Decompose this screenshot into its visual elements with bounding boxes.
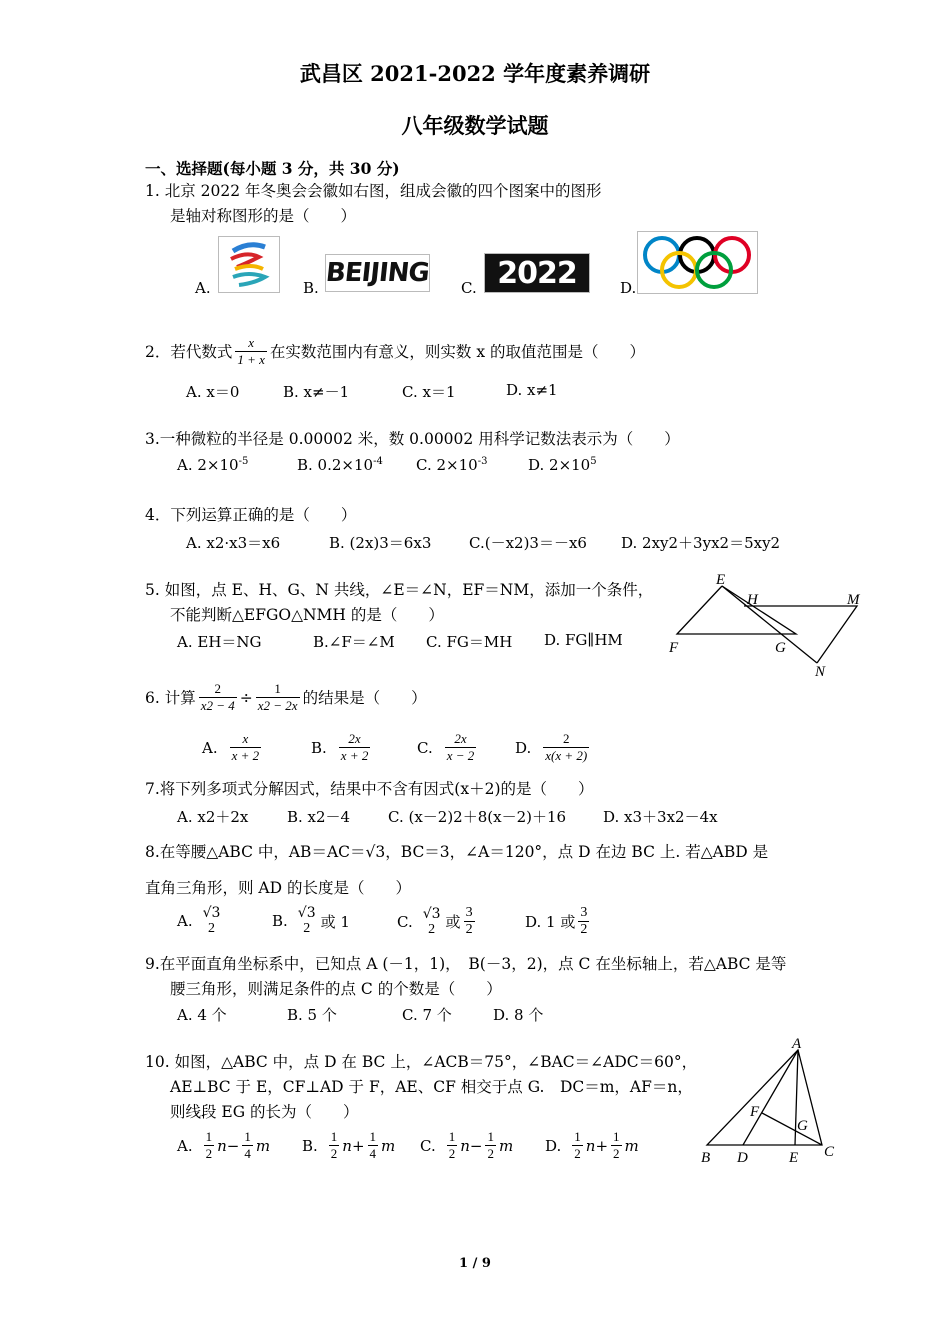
q7-option-b: B. x2－4 bbox=[287, 808, 351, 826]
q5-option-c: C. FG＝MH bbox=[426, 633, 513, 651]
olympic-rings-icon bbox=[638, 232, 757, 293]
q10-d-n2: 1 bbox=[613, 1129, 620, 1144]
q8-option-d-label: D. 1 或 bbox=[525, 913, 576, 931]
beijing-image bbox=[325, 254, 430, 292]
q10-a-op: − bbox=[226, 1136, 240, 1155]
q5-line1: 5. 如图，点 E、H、G、N 共线，∠E＝∠N，EF＝NM，添加一个条件， bbox=[145, 581, 654, 599]
q10-d-op: + bbox=[595, 1136, 609, 1155]
q6-option-c-frac bbox=[445, 732, 477, 763]
q8-option-d-frac bbox=[578, 906, 589, 937]
q10-figure bbox=[695, 1038, 845, 1170]
q2-stem bbox=[145, 336, 645, 367]
q8-option-a bbox=[177, 906, 225, 936]
page-number: 1 / 9 bbox=[459, 1256, 491, 1271]
q5-point-e: E bbox=[716, 572, 726, 588]
q8-line1b: ，BC＝3，∠A＝120°，点 D 在边 BC 上. 若△ABD 是 bbox=[385, 843, 769, 861]
q6-frac1 bbox=[199, 682, 237, 713]
q4-option-c: C.(－x2)3＝－x6 bbox=[469, 534, 587, 552]
q10-point-f: F bbox=[750, 1104, 760, 1120]
q9-option-a: A. 4 个 bbox=[177, 1006, 227, 1024]
q6-frac1-den: x2 − 4 bbox=[200, 698, 235, 713]
page-title: 武昌区 2021-2022 学年度素养调研 bbox=[299, 61, 651, 86]
q10-option-d-frac2 bbox=[611, 1130, 622, 1161]
q10-c-n: n bbox=[460, 1136, 470, 1155]
beijing-text: BEIJING bbox=[324, 258, 431, 288]
q6-divide-icon: ÷ bbox=[239, 688, 253, 707]
q1-label-b: B. bbox=[303, 279, 319, 297]
q10-a-n2: 1 bbox=[244, 1129, 251, 1144]
q5-point-f: F bbox=[669, 640, 679, 656]
q5-option-d: D. FG∥HM bbox=[544, 631, 623, 649]
q10-option-a-frac2 bbox=[242, 1130, 253, 1161]
q6-stem bbox=[145, 682, 427, 713]
q10-option-a-frac1 bbox=[204, 1130, 215, 1161]
q8-option-c-den1: 2 bbox=[428, 921, 436, 937]
q9-line1: 9.在平面直角坐标系中，已知点 A (－1，1)， B(－3，2)，点 C 在坐标轴上，若△ABC 是等 bbox=[145, 955, 787, 973]
q5-point-h: H bbox=[747, 592, 758, 608]
q6-option-b bbox=[311, 732, 373, 763]
q8-line2: 直角三角形，则 AD 的长度是（ ） bbox=[145, 879, 411, 897]
q7-option-c: C. (x－2)2＋8(x－2)＋16 bbox=[388, 808, 567, 826]
q10-d-m: m bbox=[624, 1136, 639, 1155]
q10-b-op: + bbox=[351, 1136, 365, 1155]
q10-option-b-label: B. bbox=[302, 1136, 318, 1155]
q6-option-b-label: B. bbox=[311, 738, 327, 757]
q9-line2: 腰三角形，则满足条件的点 C 的个数是（ ） bbox=[170, 980, 502, 998]
q8-option-d-den: 2 bbox=[580, 922, 588, 937]
q3-option-d-text: D. 2×10 bbox=[528, 456, 591, 474]
q3-option-d bbox=[528, 456, 597, 474]
q10-option-b bbox=[302, 1130, 395, 1161]
q6-option-d-label: D. bbox=[515, 738, 532, 757]
q10-option-d-label: D. bbox=[545, 1136, 562, 1155]
page-subtitle: 八年级数学试题 bbox=[401, 113, 549, 138]
q10-line1: 10. 如图，△ABC 中，点 D 在 BC 上，∠ACB＝75°，∠BAC＝∠ADC＝60°， bbox=[145, 1053, 698, 1071]
q8-option-d-num: 3 bbox=[580, 905, 588, 920]
q10-option-d-frac1 bbox=[572, 1130, 583, 1161]
q3-option-d-exp: 5 bbox=[590, 456, 597, 467]
q8-option-b-num: √3 bbox=[297, 905, 316, 921]
q10-line2: AE⊥BC 于 E，CF⊥AD 于 F，AE、CF 相交于点 G. DC＝m，AF＝n， bbox=[170, 1078, 693, 1096]
q6-frac2 bbox=[256, 682, 300, 713]
q8-option-d bbox=[525, 906, 592, 937]
q6-option-a-den: x + 2 bbox=[231, 748, 260, 763]
q2-option-a: A. x＝0 bbox=[186, 383, 240, 401]
emblem-icon bbox=[219, 237, 279, 292]
q10-option-c bbox=[420, 1130, 513, 1161]
q2-option-d: D. x≠1 bbox=[506, 381, 558, 399]
q10-c-m: m bbox=[498, 1136, 514, 1155]
q10-line3: 则线段 EG 的长为（ ） bbox=[170, 1103, 359, 1121]
q10-b-n: n bbox=[342, 1136, 352, 1155]
q9-option-c: C. 7 个 bbox=[402, 1006, 452, 1024]
q5-line2: 不能判断△EFGO△NMH 的是（ ） bbox=[170, 606, 444, 624]
q3-option-a bbox=[177, 456, 248, 474]
q8-option-a-num: √3 bbox=[202, 905, 221, 921]
q4-option-d: D. 2xy2＋3yx2＝5xy2 bbox=[621, 534, 781, 552]
q6-frac1-num: 2 bbox=[214, 681, 221, 696]
q6-option-d-den: x(x + 2) bbox=[545, 748, 588, 763]
q6-option-b-den: x + 2 bbox=[340, 748, 369, 763]
q2-num: x bbox=[248, 335, 255, 350]
q8-option-c-num2: 3 bbox=[465, 905, 473, 920]
q4-stem: 4．下列运算正确的是（ ） bbox=[145, 506, 357, 524]
q8-option-b-frac bbox=[296, 906, 318, 936]
q7-option-a: A. x2＋2x bbox=[177, 808, 249, 826]
q5-point-n: N bbox=[815, 664, 826, 680]
q10-d-n1: 1 bbox=[574, 1129, 581, 1144]
q10-c-n1: 1 bbox=[448, 1129, 456, 1144]
q10-option-b-frac1 bbox=[329, 1130, 340, 1161]
q1-label-a: A. bbox=[195, 279, 211, 297]
q3-option-a-exp: -5 bbox=[238, 456, 249, 467]
q10-a-d2: 4 bbox=[244, 1146, 251, 1161]
q10-b-n1: 1 bbox=[330, 1129, 338, 1144]
q10-option-c-frac1 bbox=[447, 1130, 458, 1161]
q8-option-a-frac bbox=[201, 906, 223, 936]
q8-option-c-frac2 bbox=[464, 906, 475, 937]
q5-point-g: G bbox=[775, 640, 786, 656]
q8-option-a-den: 2 bbox=[208, 921, 216, 936]
section-heading: 一、选择题(每小题 3 分，共 30 分) bbox=[145, 159, 400, 178]
q10-c-n2: 1 bbox=[487, 1129, 494, 1144]
q6-option-d-num: 2 bbox=[563, 731, 570, 746]
q7-option-d: D. x3＋3x2－4x bbox=[603, 808, 718, 826]
q8-option-b-label: B. bbox=[272, 912, 288, 930]
q8-option-c-num1: √3 bbox=[422, 905, 441, 922]
q6-option-a-num: x bbox=[242, 731, 249, 746]
q3-option-c-exp: -3 bbox=[477, 456, 488, 467]
q3-option-a-text: A. 2×10 bbox=[177, 456, 239, 474]
q6-option-a bbox=[202, 732, 264, 763]
q10-a-n1: 1 bbox=[205, 1129, 213, 1144]
q8-option-b-den: 2 bbox=[303, 921, 311, 936]
q10-d-n: n bbox=[585, 1136, 596, 1155]
q5-option-b: B.∠F＝∠M bbox=[313, 633, 395, 651]
q8-sqrt3: √3 bbox=[365, 843, 386, 861]
q6-option-c bbox=[417, 732, 479, 763]
q4-option-b: B. (2x)3＝6x3 bbox=[329, 534, 432, 552]
q10-option-a bbox=[177, 1130, 270, 1161]
q6-option-a-frac bbox=[230, 732, 262, 763]
q10-option-c-label: C. bbox=[420, 1136, 436, 1155]
q10-b-m: m bbox=[381, 1136, 396, 1155]
q8-option-b bbox=[272, 906, 350, 936]
q6-frac2-num: 1 bbox=[274, 681, 281, 696]
q8-line1 bbox=[145, 842, 768, 862]
q8-option-a-label: A. bbox=[177, 912, 193, 930]
q10-point-e: E bbox=[789, 1150, 799, 1166]
q1-line1: 1. 北京 2022 年冬奥会会徽如右图，组成会徽的四个图案中的图形 bbox=[145, 182, 602, 200]
q3-option-c bbox=[416, 456, 487, 474]
q1-label-d: D. bbox=[620, 279, 637, 297]
q8-option-c-label: C. bbox=[397, 912, 413, 931]
q10-point-b: B bbox=[701, 1150, 711, 1166]
q10-option-c-frac2 bbox=[485, 1130, 496, 1161]
q7-stem: 7.将下列多项式分解因式，结果中不含有因式(x＋2)的是（ ） bbox=[145, 780, 594, 798]
year-2022-text: 2022 bbox=[497, 255, 577, 291]
q2-option-c: C. x＝1 bbox=[402, 383, 456, 401]
q5-figure bbox=[665, 570, 870, 685]
q1-line2: 是轴对称图形的是（ ） bbox=[170, 207, 357, 225]
q10-option-a-label: A. bbox=[177, 1136, 193, 1155]
q10-point-c: C bbox=[824, 1144, 835, 1160]
q1-label-c: C. bbox=[461, 279, 477, 297]
q8-option-c-den2: 2 bbox=[465, 922, 473, 937]
q6-option-a-label: A. bbox=[202, 738, 218, 757]
q10-point-g: G bbox=[797, 1118, 808, 1134]
q3-option-b bbox=[297, 456, 383, 474]
q9-option-d: D. 8 个 bbox=[493, 1006, 544, 1024]
q6-option-d bbox=[515, 732, 592, 763]
q2-pre: 2．若代数式 bbox=[145, 342, 233, 361]
q6-option-b-frac bbox=[339, 732, 371, 763]
q3-stem: 3.一种微粒的半径是 0.00002 米，数 0.00002 用科学记数法表示为（ ） bbox=[145, 430, 680, 448]
q6-option-c-den: x − 2 bbox=[446, 748, 475, 763]
q8-option-b-suffix: 或 1 bbox=[320, 912, 350, 931]
q10-a-m: m bbox=[255, 1136, 271, 1155]
q6-post: 的结果是（ ） bbox=[302, 688, 427, 707]
q8-line1a: 8.在等腰△ABC 中，AB＝AC＝ bbox=[145, 843, 366, 861]
q10-b-n2: 1 bbox=[369, 1129, 377, 1144]
q10-point-a: A bbox=[792, 1038, 802, 1052]
q3-option-b-text: B. 0.2×10 bbox=[297, 456, 374, 474]
q10-c-d2: 2 bbox=[487, 1146, 494, 1161]
q8-option-c-frac1 bbox=[421, 907, 443, 937]
q2-post: 在实数范围内有意义，则实数 x 的取值范围是（ ） bbox=[269, 342, 646, 361]
q9-option-b: B. 5 个 bbox=[287, 1006, 337, 1024]
q6-frac2-den: x2 − 2x bbox=[257, 698, 298, 713]
olympic-rings-image bbox=[637, 231, 758, 294]
q8-option-c-or: 或 bbox=[445, 913, 461, 931]
q10-b-d1: 2 bbox=[330, 1146, 338, 1161]
q10-point-d: D bbox=[737, 1150, 748, 1166]
q10-option-b-frac2 bbox=[368, 1130, 379, 1161]
q4-option-a: A. x2·x3＝x6 bbox=[186, 534, 281, 552]
year-2022-image bbox=[484, 253, 590, 293]
q10-a-d1: 2 bbox=[205, 1146, 213, 1161]
q6-option-c-num: 2x bbox=[454, 731, 467, 746]
q5-point-m: M bbox=[847, 592, 860, 608]
q10-option-d bbox=[545, 1130, 639, 1161]
q10-d-d2: 2 bbox=[613, 1146, 620, 1161]
q5-option-a: A. EH＝NG bbox=[177, 633, 262, 651]
q2-den: 1 + x bbox=[237, 352, 265, 367]
q2-fraction bbox=[235, 336, 267, 367]
q6-option-b-num: 2x bbox=[348, 731, 361, 746]
q10-c-op: − bbox=[469, 1136, 483, 1155]
q6-option-c-label: C. bbox=[417, 738, 433, 757]
q10-d-d1: 2 bbox=[574, 1146, 581, 1161]
q8-option-c bbox=[397, 906, 478, 937]
q6-pre: 6. 计算 bbox=[145, 688, 196, 707]
emblem-image bbox=[218, 236, 280, 293]
q2-option-b: B. x≠－1 bbox=[283, 383, 350, 401]
q3-option-b-exp: -4 bbox=[373, 456, 383, 467]
q10-c-d1: 2 bbox=[448, 1146, 456, 1161]
q6-option-d-frac bbox=[543, 732, 589, 763]
q10-a-n: n bbox=[217, 1136, 227, 1155]
q3-option-c-text: C. 2×10 bbox=[416, 456, 478, 474]
q10-b-d2: 4 bbox=[369, 1146, 377, 1161]
